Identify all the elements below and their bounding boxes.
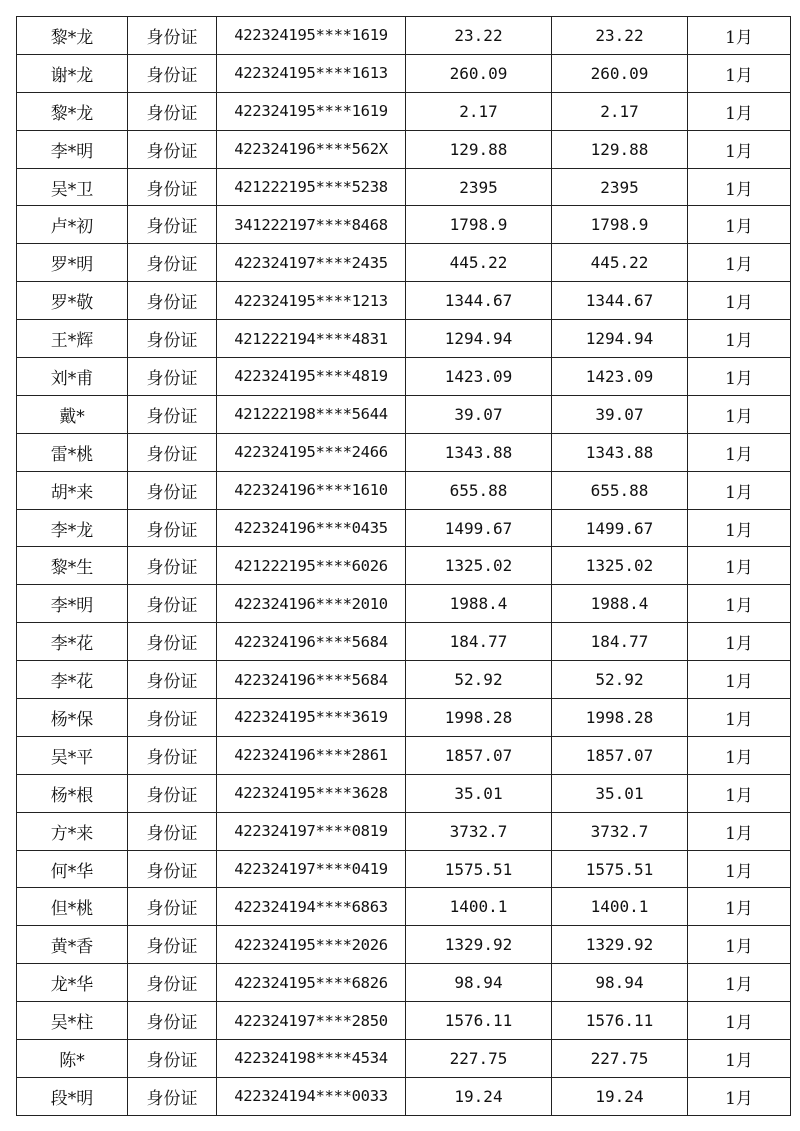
amount-cell: 3732.7 — [406, 812, 552, 850]
id-type-cell: 身份证 — [128, 926, 217, 964]
month-cell: 1月 — [688, 547, 791, 585]
id-type-cell: 身份证 — [128, 54, 217, 92]
amount-paid-cell: 1329.92 — [552, 926, 688, 964]
table-row — [17, 964, 791, 1002]
table-row — [17, 736, 791, 774]
amount-cell: 1575.51 — [406, 850, 552, 888]
table-row — [17, 661, 791, 699]
name-cell: 谢*龙 — [17, 54, 128, 92]
id-type-cell: 身份证 — [128, 92, 217, 130]
amount-cell: 1343.88 — [406, 433, 552, 471]
table-row — [17, 623, 791, 661]
table-row — [17, 130, 791, 168]
table-row — [17, 585, 791, 623]
table-row — [17, 812, 791, 850]
payment-table-body — [17, 17, 791, 1116]
id-type-cell: 身份证 — [128, 812, 217, 850]
name-cell: 雷*桃 — [17, 433, 128, 471]
month-cell: 1月 — [688, 471, 791, 509]
amount-cell: 1988.4 — [406, 585, 552, 623]
id-type-cell: 身份证 — [128, 358, 217, 396]
table-row — [17, 509, 791, 547]
month-cell: 1月 — [688, 17, 791, 55]
table-row — [17, 1002, 791, 1040]
name-cell: 黎*龙 — [17, 17, 128, 55]
month-cell: 1月 — [688, 130, 791, 168]
amount-cell: 19.24 — [406, 1077, 552, 1115]
amount-paid-cell: 184.77 — [552, 623, 688, 661]
name-cell: 但*桃 — [17, 888, 128, 926]
id-number-cell: 422324194****6863 — [217, 888, 406, 926]
table-row — [17, 888, 791, 926]
amount-cell: 98.94 — [406, 964, 552, 1002]
id-type-cell: 身份证 — [128, 17, 217, 55]
id-number-cell: 421222194****4831 — [217, 320, 406, 358]
amount-cell: 1344.67 — [406, 282, 552, 320]
amount-paid-cell: 1423.09 — [552, 358, 688, 396]
amount-cell: 1499.67 — [406, 509, 552, 547]
id-number-cell: 422324195****2466 — [217, 433, 406, 471]
name-cell: 李*明 — [17, 130, 128, 168]
amount-paid-cell: 260.09 — [552, 54, 688, 92]
amount-paid-cell: 1857.07 — [552, 736, 688, 774]
table-row — [17, 244, 791, 282]
name-cell: 李*明 — [17, 585, 128, 623]
id-number-cell: 422324196****5684 — [217, 623, 406, 661]
amount-paid-cell: 227.75 — [552, 1040, 688, 1078]
table-row — [17, 17, 791, 55]
payment-table — [16, 16, 791, 1116]
id-number-cell: 422324196****5684 — [217, 661, 406, 699]
month-cell: 1月 — [688, 926, 791, 964]
month-cell: 1月 — [688, 699, 791, 737]
name-cell: 吴*柱 — [17, 1002, 128, 1040]
table-row — [17, 320, 791, 358]
month-cell: 1月 — [688, 395, 791, 433]
month-cell: 1月 — [688, 168, 791, 206]
id-number-cell: 422324195****2026 — [217, 926, 406, 964]
amount-cell: 2.17 — [406, 92, 552, 130]
name-cell: 罗*敬 — [17, 282, 128, 320]
amount-cell: 1325.02 — [406, 547, 552, 585]
id-type-cell: 身份证 — [128, 509, 217, 547]
month-cell: 1月 — [688, 433, 791, 471]
id-number-cell: 422324196****562X — [217, 130, 406, 168]
amount-paid-cell: 1576.11 — [552, 1002, 688, 1040]
name-cell: 黎*龙 — [17, 92, 128, 130]
amount-cell: 35.01 — [406, 774, 552, 812]
month-cell: 1月 — [688, 812, 791, 850]
amount-paid-cell: 2.17 — [552, 92, 688, 130]
amount-paid-cell: 98.94 — [552, 964, 688, 1002]
amount-cell: 260.09 — [406, 54, 552, 92]
amount-paid-cell: 39.07 — [552, 395, 688, 433]
name-cell: 李*龙 — [17, 509, 128, 547]
amount-cell: 1857.07 — [406, 736, 552, 774]
month-cell: 1月 — [688, 206, 791, 244]
amount-cell: 52.92 — [406, 661, 552, 699]
id-type-cell: 身份证 — [128, 850, 217, 888]
id-type-cell: 身份证 — [128, 395, 217, 433]
name-cell: 何*华 — [17, 850, 128, 888]
id-number-cell: 422324195****3619 — [217, 699, 406, 737]
month-cell: 1月 — [688, 92, 791, 130]
name-cell: 陈* — [17, 1040, 128, 1078]
name-cell: 罗*明 — [17, 244, 128, 282]
amount-cell: 1576.11 — [406, 1002, 552, 1040]
id-type-cell: 身份证 — [128, 1002, 217, 1040]
name-cell: 李*花 — [17, 661, 128, 699]
id-number-cell: 422324197****2850 — [217, 1002, 406, 1040]
name-cell: 杨*保 — [17, 699, 128, 737]
table-row — [17, 206, 791, 244]
table-row — [17, 1040, 791, 1078]
id-type-cell: 身份证 — [128, 320, 217, 358]
month-cell: 1月 — [688, 282, 791, 320]
name-cell: 戴* — [17, 395, 128, 433]
amount-paid-cell: 23.22 — [552, 17, 688, 55]
table-row — [17, 1077, 791, 1115]
table-row — [17, 433, 791, 471]
amount-paid-cell: 1499.67 — [552, 509, 688, 547]
table-row — [17, 54, 791, 92]
id-type-cell: 身份证 — [128, 547, 217, 585]
id-type-cell: 身份证 — [128, 168, 217, 206]
id-type-cell: 身份证 — [128, 623, 217, 661]
amount-cell: 1294.94 — [406, 320, 552, 358]
id-number-cell: 421222195****5238 — [217, 168, 406, 206]
id-type-cell: 身份证 — [128, 130, 217, 168]
table-row — [17, 774, 791, 812]
amount-paid-cell: 1344.67 — [552, 282, 688, 320]
month-cell: 1月 — [688, 585, 791, 623]
table-row — [17, 282, 791, 320]
id-number-cell: 422324195****3628 — [217, 774, 406, 812]
month-cell: 1月 — [688, 358, 791, 396]
amount-cell: 1798.9 — [406, 206, 552, 244]
id-number-cell: 422324195****1213 — [217, 282, 406, 320]
id-type-cell: 身份证 — [128, 661, 217, 699]
name-cell: 刘*甫 — [17, 358, 128, 396]
month-cell: 1月 — [688, 1077, 791, 1115]
amount-paid-cell: 2395 — [552, 168, 688, 206]
id-number-cell: 422324197****2435 — [217, 244, 406, 282]
id-number-cell: 422324196****1610 — [217, 471, 406, 509]
id-type-cell: 身份证 — [128, 471, 217, 509]
month-cell: 1月 — [688, 320, 791, 358]
month-cell: 1月 — [688, 1040, 791, 1078]
id-type-cell: 身份证 — [128, 585, 217, 623]
amount-paid-cell: 1575.51 — [552, 850, 688, 888]
amount-paid-cell: 129.88 — [552, 130, 688, 168]
id-type-cell: 身份证 — [128, 433, 217, 471]
name-cell: 吴*平 — [17, 736, 128, 774]
name-cell: 方*来 — [17, 812, 128, 850]
id-number-cell: 422324196****2861 — [217, 736, 406, 774]
id-number-cell: 421222195****6026 — [217, 547, 406, 585]
table-row — [17, 699, 791, 737]
month-cell: 1月 — [688, 774, 791, 812]
id-number-cell: 422324195****4819 — [217, 358, 406, 396]
id-number-cell: 422324196****2010 — [217, 585, 406, 623]
amount-cell: 1998.28 — [406, 699, 552, 737]
amount-paid-cell: 1400.1 — [552, 888, 688, 926]
amount-cell: 655.88 — [406, 471, 552, 509]
id-type-cell: 身份证 — [128, 244, 217, 282]
amount-paid-cell: 19.24 — [552, 1077, 688, 1115]
table-row — [17, 168, 791, 206]
id-number-cell: 422324198****4534 — [217, 1040, 406, 1078]
id-type-cell: 身份证 — [128, 1040, 217, 1078]
amount-cell: 184.77 — [406, 623, 552, 661]
id-type-cell: 身份证 — [128, 736, 217, 774]
amount-paid-cell: 1988.4 — [552, 585, 688, 623]
amount-paid-cell: 52.92 — [552, 661, 688, 699]
table-row — [17, 358, 791, 396]
amount-cell: 445.22 — [406, 244, 552, 282]
amount-cell: 1400.1 — [406, 888, 552, 926]
month-cell: 1月 — [688, 736, 791, 774]
amount-cell: 1329.92 — [406, 926, 552, 964]
id-number-cell: 422324194****0033 — [217, 1077, 406, 1115]
month-cell: 1月 — [688, 1002, 791, 1040]
amount-cell: 2395 — [406, 168, 552, 206]
month-cell: 1月 — [688, 888, 791, 926]
amount-paid-cell: 1325.02 — [552, 547, 688, 585]
amount-cell: 39.07 — [406, 395, 552, 433]
amount-cell: 1423.09 — [406, 358, 552, 396]
name-cell: 黎*生 — [17, 547, 128, 585]
name-cell: 段*明 — [17, 1077, 128, 1115]
id-number-cell: 341222197****8468 — [217, 206, 406, 244]
name-cell: 黄*香 — [17, 926, 128, 964]
table-row — [17, 926, 791, 964]
table-row — [17, 850, 791, 888]
name-cell: 李*花 — [17, 623, 128, 661]
month-cell: 1月 — [688, 509, 791, 547]
id-number-cell: 422324197****0419 — [217, 850, 406, 888]
id-type-cell: 身份证 — [128, 888, 217, 926]
table-row — [17, 547, 791, 585]
id-type-cell: 身份证 — [128, 964, 217, 1002]
name-cell: 杨*根 — [17, 774, 128, 812]
month-cell: 1月 — [688, 964, 791, 1002]
table-row — [17, 395, 791, 433]
id-number-cell: 421222198****5644 — [217, 395, 406, 433]
amount-cell: 129.88 — [406, 130, 552, 168]
amount-paid-cell: 35.01 — [552, 774, 688, 812]
id-number-cell: 422324196****0435 — [217, 509, 406, 547]
amount-paid-cell: 1343.88 — [552, 433, 688, 471]
month-cell: 1月 — [688, 623, 791, 661]
name-cell: 王*辉 — [17, 320, 128, 358]
id-number-cell: 422324195****6826 — [217, 964, 406, 1002]
amount-cell: 23.22 — [406, 17, 552, 55]
name-cell: 吴*卫 — [17, 168, 128, 206]
amount-cell: 227.75 — [406, 1040, 552, 1078]
month-cell: 1月 — [688, 244, 791, 282]
amount-paid-cell: 3732.7 — [552, 812, 688, 850]
id-type-cell: 身份证 — [128, 206, 217, 244]
amount-paid-cell: 1294.94 — [552, 320, 688, 358]
amount-paid-cell: 1798.9 — [552, 206, 688, 244]
name-cell: 龙*华 — [17, 964, 128, 1002]
id-type-cell: 身份证 — [128, 282, 217, 320]
name-cell: 卢*初 — [17, 206, 128, 244]
amount-paid-cell: 445.22 — [552, 244, 688, 282]
table-row — [17, 92, 791, 130]
id-type-cell: 身份证 — [128, 774, 217, 812]
month-cell: 1月 — [688, 54, 791, 92]
id-number-cell: 422324197****0819 — [217, 812, 406, 850]
month-cell: 1月 — [688, 850, 791, 888]
amount-paid-cell: 1998.28 — [552, 699, 688, 737]
id-type-cell: 身份证 — [128, 1077, 217, 1115]
amount-paid-cell: 655.88 — [552, 471, 688, 509]
month-cell: 1月 — [688, 661, 791, 699]
id-type-cell: 身份证 — [128, 699, 217, 737]
table-row — [17, 471, 791, 509]
name-cell: 胡*来 — [17, 471, 128, 509]
id-number-cell: 422324195****1619 — [217, 92, 406, 130]
id-number-cell: 422324195****1619 — [217, 17, 406, 55]
id-number-cell: 422324195****1613 — [217, 54, 406, 92]
